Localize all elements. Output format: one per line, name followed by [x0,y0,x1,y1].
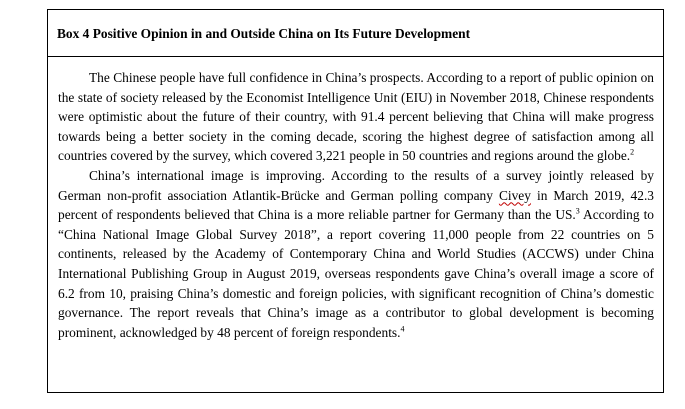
box-body [58,68,654,342]
footnote-marker-3: 3 [575,206,580,216]
box-title: Box 4 Positive Opinion in and Outside China on Its Future Development [57,26,471,41]
text-box [47,9,664,393]
footnote-marker-2: 2 [630,147,635,157]
paragraph-1-text: The Chinese people have full confidence in China’s prospects. According to a report of public opinion on the state of society released by the Economist Intelligence Unit (EIU) in November 2018, Chinese respondents were optimistic about the future of their country, with 91.4 percent believing that China will make progress towards being a better society in the coming decade, scoring the highest degree of satisfaction among all countries covered by the survey, which covered 3,221 people in 50 countries and regions around the globe. [58,70,654,164]
footnote-marker-4: 4 [400,324,405,334]
box-header [48,10,663,57]
paragraph-1 [58,68,654,166]
paragraph-2 [58,166,654,342]
spellcheck-flagged-word: Civey [498,187,531,203]
paragraph-2-text-a: China’s international image is improving. According to the results of a survey jointly released by German non-profit association Atlantik-Brücke and German polling company [58,167,654,203]
paragraph-2-text-b: in March 2019, 42.3 percent of respondents believed that China is a more reliable partner for Germany than the US. [58,187,654,223]
paragraph-2-text-c: According to “China National Image Global Survey 2018”, a report covering 11,000 people from 22 countries on 5 continents, released by the Academy of Contemporary China and World Studies (ACCWS) under China International Publishing Group in August 2019, overseas respondents gave China’s overall image a score of 6.2 from 10, praising China’s domestic and foreign policies, with significant recognition of China’s domestic governance. The report reveals that China’s image as a contributor to global development is becoming prominent, acknowledged by 48 percent of foreign respondents. [58,207,654,340]
